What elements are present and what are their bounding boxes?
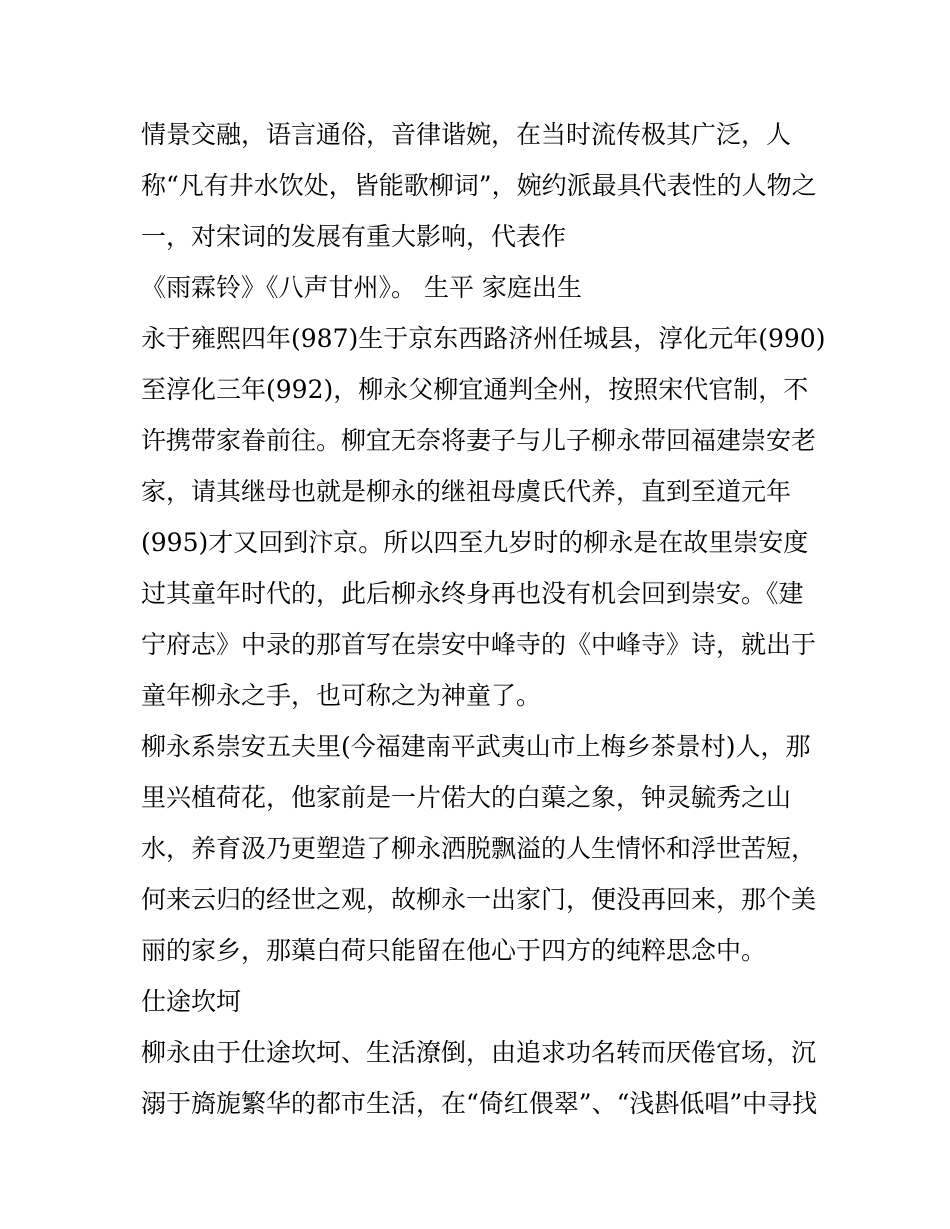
text-line: 童年柳永之手，也可称之为神童了。 [141, 681, 542, 710]
text-line: 《雨霖铃》《八声甘州》。 生平 家庭出生 [141, 273, 582, 302]
text-line: 称“凡有井水饮处，皆能歌柳词”，婉约派最具代表性的人物之 [141, 171, 817, 200]
text-line: 柳永由于仕途坎坷、生活潦倒，由追求功名转而厌倦官场，沉 [141, 1038, 817, 1067]
text-line: 何来云归的经世之观，故柳永一出家门，便没再回来，那个美 [141, 885, 817, 914]
text-line: 永于雍熙四年(987)生于京东西路济州任城县，淳化元年(990) [141, 324, 826, 353]
text-line: 许携带家眷前往。柳宜无奈将妻子与儿子柳永带回福建崇安老 [141, 426, 817, 455]
text-line: 过其童年时代的，此后柳永终身再也没有机会回到崇安。《建 [141, 579, 804, 608]
text-line: (995)才又回到汴京。所以四至九岁时的柳永是在故里崇安度 [141, 528, 809, 557]
text-line: 柳永系崇安五夫里(今福建南平武夷山市上梅乡茶景村)人，那 [141, 732, 811, 761]
text-line: 溺于旖旎繁华的都市生活，在“倚红偎翠”、“浅斟低唱”中寻找 [141, 1089, 818, 1118]
text-line: 至淳化三年(992)，柳永父柳宜通判全州，按照宋代官制，不 [141, 375, 809, 404]
text-line: 宁府志》中录的那首写在崇安中峰寺的《中峰寺》诗，就出于 [141, 630, 817, 659]
text-line: 情景交融，语言通俗，音律谐婉，在当时流传极其广泛，人 [141, 120, 792, 149]
body-text [141, 109, 826, 1129]
text-line: 家，请其继母也就是柳永的继祖母虞氏代养，直到至道元年 [141, 477, 792, 506]
text-line: 水，养育汲乃更塑造了柳永洒脱飘溢的人生情怀和浮世苦短， [141, 834, 817, 863]
text-line: 丽的家乡，那蕖白荷只能留在他心于四方的纯粹思念中。 [141, 936, 767, 965]
section-heading: 仕途坎坷 [141, 987, 242, 1016]
text-line: 一，对宋词的发展有重大影响，代表作 [141, 222, 567, 251]
text-line: 里兴植荷花，他家前是一片偌大的白蕖之象，钟灵毓秀之山 [141, 783, 792, 812]
